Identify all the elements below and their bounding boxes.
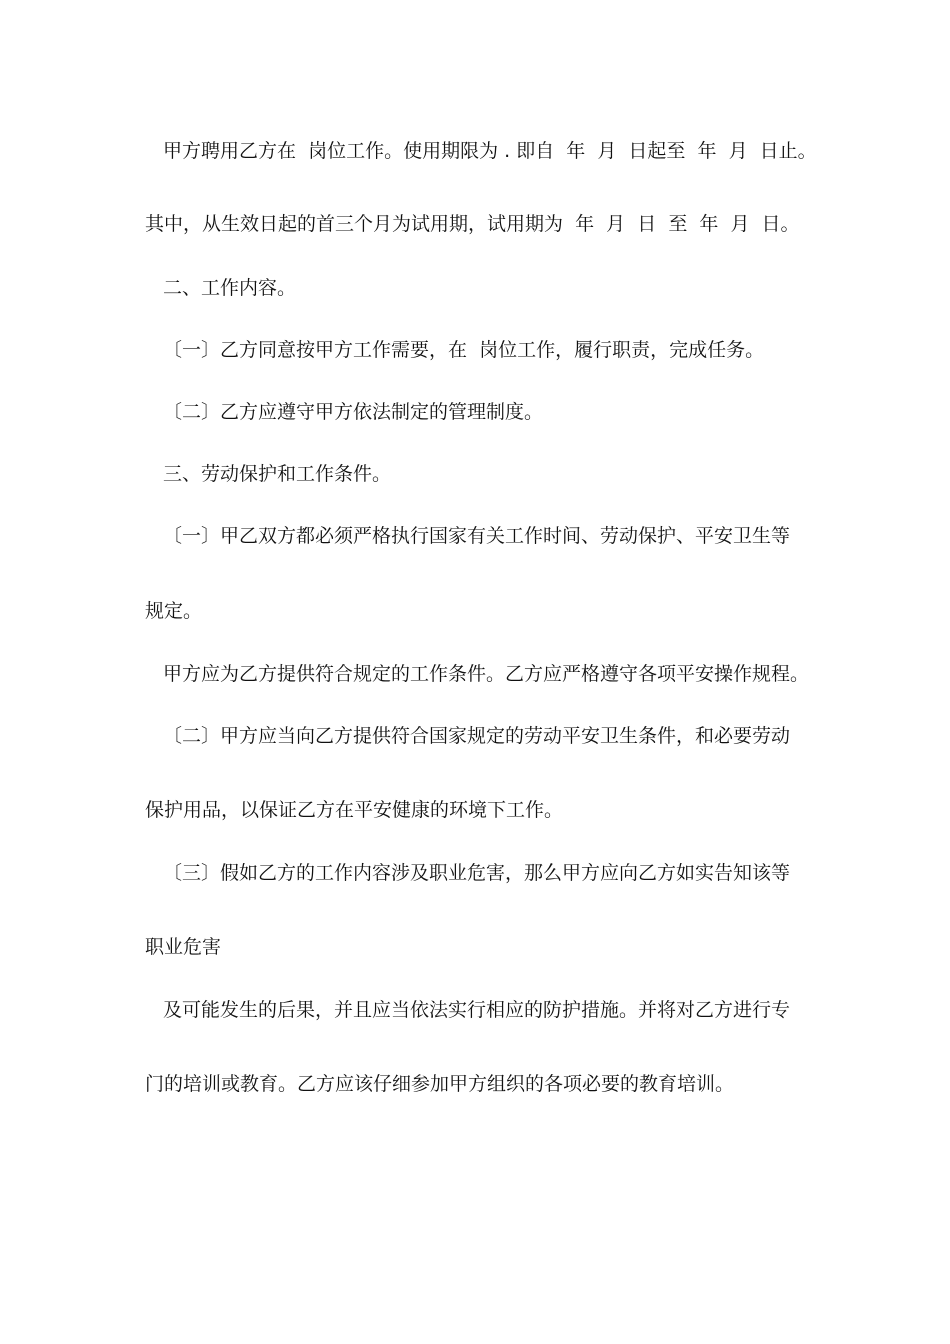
clause-labor-protection-2-line-2: 保护用品，以保证乙方在平安健康的环境下工作。	[145, 799, 564, 821]
clause-labor-protection-2-line-1: 〔二〕甲方应当向乙方提供符合国家规定的劳动平安卫生条件，和必要劳动	[163, 725, 791, 747]
clause-work-content-2: 〔二〕乙方应遵守甲方依法制定的管理制度。	[163, 401, 544, 423]
clause-work-content-1: 〔一〕乙方同意按甲方工作需要，在 岗位工作，履行职责，完成任务。	[163, 339, 765, 361]
clause-labor-protection-3-line-1: 〔三〕假如乙方的工作内容涉及职业危害，那么甲方应向乙方如实告知该等	[163, 862, 791, 884]
paragraph-employment-term: 甲方聘用乙方在 岗位工作。使用期限为 . 即自 年 月 日起至 年 月 日止。	[163, 140, 817, 162]
section-heading-work-content: 二、工作内容。	[163, 277, 297, 299]
paragraph-protective-measures-line-2: 门的培训或教育。乙方应该仔细参加甲方组织的各项必要的教育培训。	[145, 1073, 735, 1095]
paragraph-probation-period: 其中，从生效日起的首三个月为试用期，试用期为 年 月 日 至 年 月 日。	[145, 213, 800, 235]
section-heading-labor-protection: 三、劳动保护和工作条件。	[163, 463, 392, 485]
clause-labor-protection-3-line-2: 职业危害	[145, 936, 222, 958]
clause-labor-protection-1-line-2: 规定。	[145, 600, 203, 622]
paragraph-protective-measures-line-1: 及可能发生的后果，并且应当依法实行相应的防护措施。并将对乙方进行专	[163, 999, 791, 1021]
clause-labor-protection-1-line-1: 〔一〕甲乙双方都必须严格执行国家有关工作时间、劳动保护、平安卫生等	[163, 525, 791, 547]
paragraph-working-conditions: 甲方应为乙方提供符合规定的工作条件。乙方应严格遵守各项平安操作规程。	[163, 663, 810, 685]
